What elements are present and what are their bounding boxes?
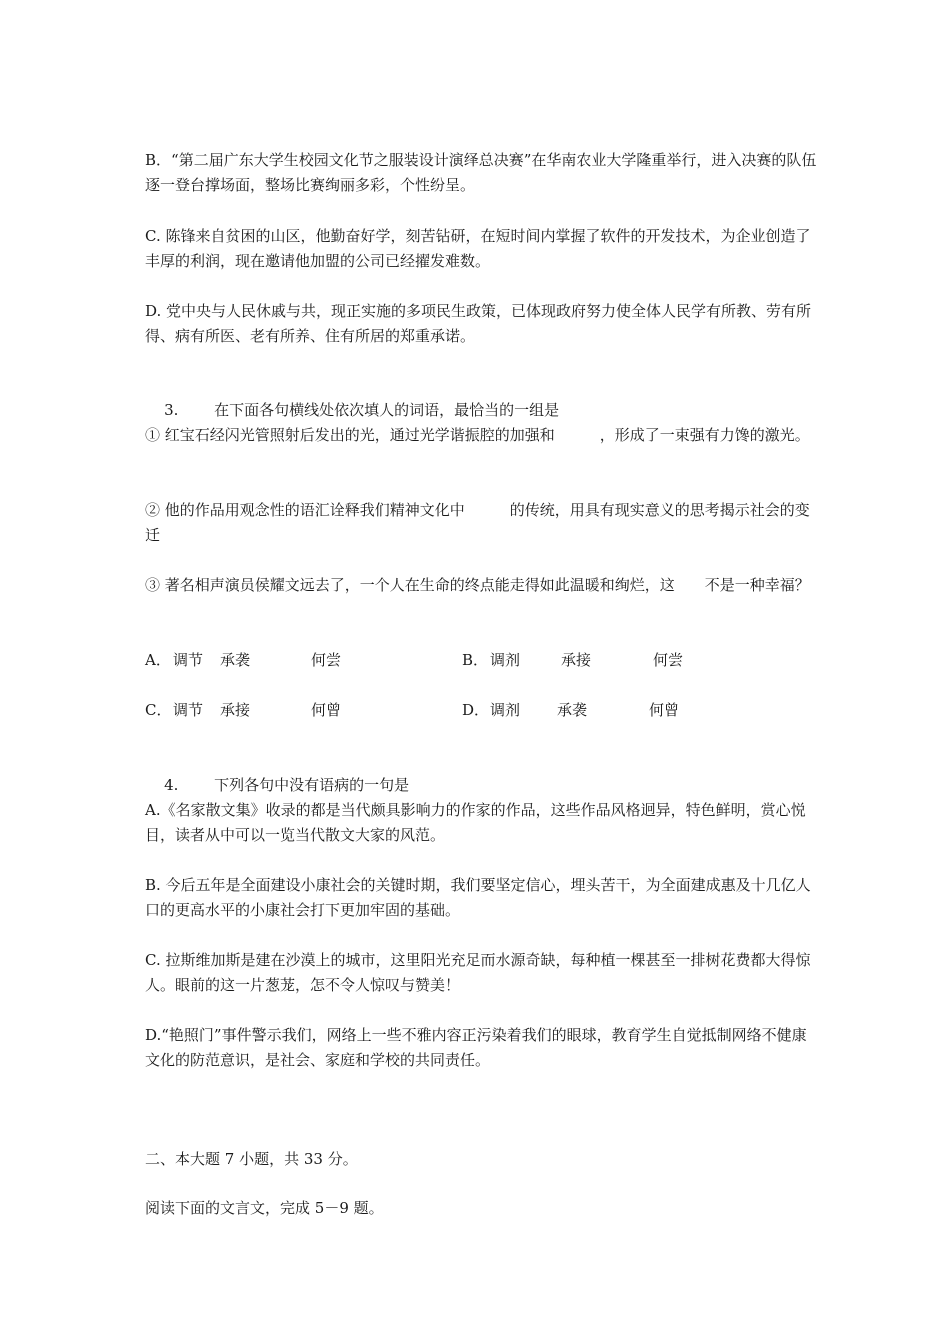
q3-option-b-word-1: 调剂 bbox=[490, 651, 521, 669]
q3-option-d-word-1: 调剂 bbox=[490, 701, 521, 719]
q3-option-c-word-3: 何曾 bbox=[311, 701, 342, 719]
question-4-number: 4. bbox=[164, 776, 179, 794]
q4-option-c: C. 拉斯维加斯是建在沙漠上的城市，这里阳光充足而水源奇缺，每种植一棵甚至一排树花费都大得惊人。眼前的这一片葱茏，怎不令人惊叹与赞美！ bbox=[145, 951, 811, 994]
q3-option-c: C． bbox=[145, 701, 172, 719]
section-2-instruction: 阅读下面的文言文，完成 5－9 题。 bbox=[145, 1199, 384, 1217]
q3-option-b-word-2: 承接 bbox=[561, 651, 592, 669]
q4-option-a: A.《名家散文集》收录的都是当代颇具影响力的作家的作品，这些作品风格迥异，特色鲜明，赏心悦目，读者从中可以一览当代散文大家的风范。 bbox=[145, 801, 806, 844]
q3-option-c-word-2: 承接 bbox=[220, 701, 251, 719]
q3-option-a-word-1: 调节 bbox=[173, 651, 204, 669]
question-3-stem: 在下面各句横线处依次填人的词语，最恰当的一组是 bbox=[214, 401, 560, 419]
q3-sentence-2: ② 他的作品用观念性的语汇诠释我们精神文化中 的传统，用具有现实意义的思考揭示社会的变迁 bbox=[145, 501, 810, 544]
question-3-number: 3. bbox=[164, 401, 179, 419]
q2-option-d: D. 党中央与人民休戚与共，现正实施的多项民生政策，已体现政府努力使全体人民学有所教、劳有所得、病有所医、老有所养、住有所居的郑重承诺。 bbox=[145, 302, 812, 345]
q3-option-d: D． bbox=[462, 701, 490, 719]
section-2-heading: 二、本大题 7 小题，共 33 分。 bbox=[145, 1150, 358, 1168]
q3-option-c-word-1: 调节 bbox=[173, 701, 204, 719]
q4-option-d: D.“艳照门”事件警示我们，网络上一些不雅内容正污染着我们的眼球，教育学生自觉抵制网络不健康文化的防范意识，是社会、家庭和学校的共同责任。 bbox=[145, 1026, 807, 1069]
q3-sentence-1: ① 红宝石经闪光管照射后发出的光，通过光学谐振腔的加强和 ，形成了一束强有力馋的激光。 bbox=[145, 426, 810, 444]
q4-option-b: B. 今后五年是全面建设小康社会的关键时期，我们要坚定信心，埋头苦干，为全面建成惠及十几亿人口的更高水平的小康社会打下更加牢固的基础。 bbox=[145, 876, 811, 919]
q3-option-d-word-3: 何曾 bbox=[649, 701, 680, 719]
q3-option-d-word-2: 承袭 bbox=[557, 701, 588, 719]
q3-option-a-word-3: 何尝 bbox=[311, 651, 342, 669]
q3-option-a: A． bbox=[145, 651, 171, 669]
q3-option-b-word-3: 何尝 bbox=[653, 651, 684, 669]
q3-sentence-3: ③ 著名相声演员侯耀文远去了，一个人在生命的终点能走得如此温暖和绚烂，这 不是一种幸福？ bbox=[145, 576, 810, 594]
question-4-stem: 下列各句中没有语病的一句是 bbox=[214, 776, 410, 794]
q2-option-b: B．“第二届广东大学生校园文化节之服装设计演绎总决赛”在华南农业大学隆重举行，进入决赛的队伍逐一登台撑场面，整场比赛绚丽多彩，个性纷呈。 bbox=[145, 151, 817, 194]
q2-option-c: C. 陈锋来自贫困的山区，他勤奋好学，刻苦钻研，在短时间内掌握了软件的开发技术，为企业创造了丰厚的利润，现在邀请他加盟的公司已经擢发难数。 bbox=[145, 227, 811, 270]
q3-option-b: B． bbox=[462, 651, 489, 669]
q3-option-a-word-2: 承袭 bbox=[220, 651, 251, 669]
